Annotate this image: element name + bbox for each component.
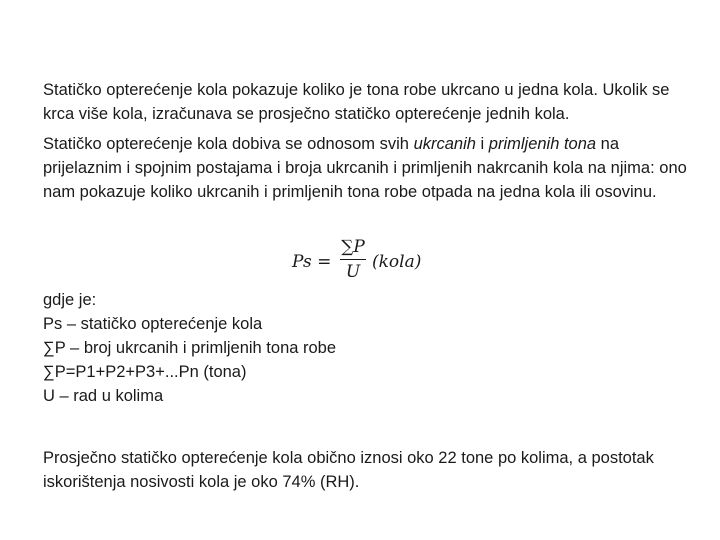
paragraph2-part3: na prijelaznim i spojnim postajama i broja ukrcanih i primljenih nakrcanih kola na njima: ono nam pokazuje koliko ukrcanih i primljenih tona robe otpada na jedna kola ili osovinu. bbox=[43, 135, 687, 201]
formula-denominator: U bbox=[345, 262, 361, 282]
definition-item: ∑P=P1+P2+P3+...Pn (tona) bbox=[43, 363, 247, 381]
formula-fraction bbox=[340, 236, 366, 283]
definition-item: U – rad u kolima bbox=[43, 387, 164, 405]
paragraph2-part1: Statičko opterećenje kola dobiva se odnosom svih bbox=[43, 135, 414, 153]
paragraph-static-load-definition: Statičko opterećenje kola pokazuje koliko je tona robe ukrcano u jedna kola. Ukolik se krca više kola, izračunava se prosječno statičko opterećenje jednih kola. bbox=[43, 81, 670, 123]
definitions-intro: gdje je: bbox=[43, 291, 97, 309]
paragraph2-italic-received-tons: primljenih tona bbox=[488, 135, 597, 153]
closing-text-block bbox=[43, 446, 693, 494]
paragraph2-part2: i bbox=[475, 135, 489, 153]
paragraph2-italic-loaded: ukrcanih bbox=[413, 135, 476, 153]
definitions-list bbox=[43, 288, 693, 408]
definition-item: ∑P – broj ukrcanih i primljenih tona robe bbox=[43, 339, 337, 357]
formula-unit: (kola) bbox=[372, 252, 422, 272]
definition-item: Ps – statičko opterećenje kola bbox=[43, 315, 263, 333]
paragraph-average-load: Prosječno statičko opterećenje kola obično iznosi oko 22 tone po kolima, a postotak iskorištenja nosivosti kola je oko 74% (RH). bbox=[43, 449, 654, 491]
static-load-formula bbox=[292, 236, 472, 288]
formula-numerator: ∑P bbox=[341, 237, 365, 257]
paragraph-static-load-calculation bbox=[43, 132, 693, 204]
formula-fraction-bar bbox=[340, 259, 366, 260]
intro-text-block bbox=[43, 78, 693, 204]
formula-lhs: Ps = bbox=[292, 252, 332, 272]
